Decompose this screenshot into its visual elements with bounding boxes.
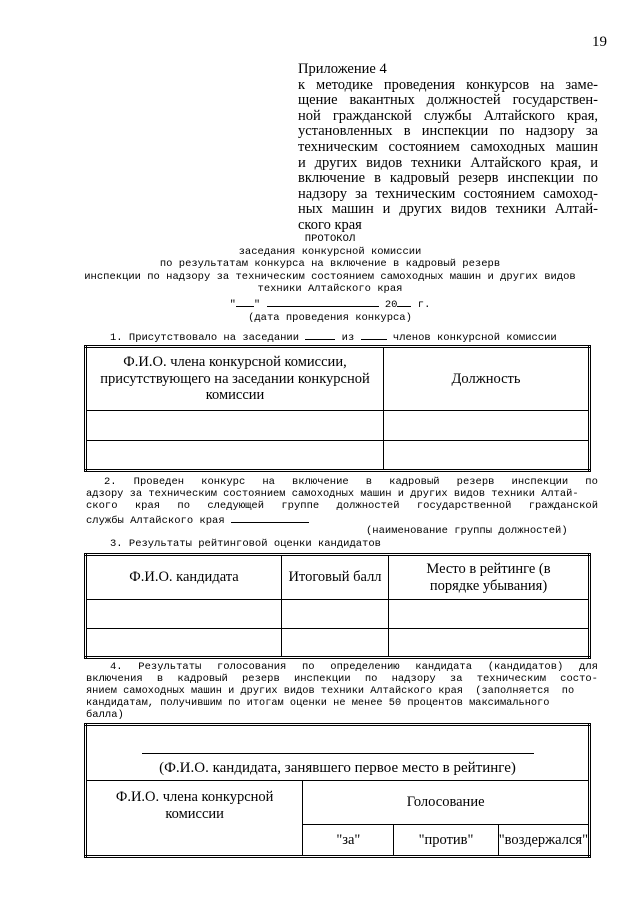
candidate-caption: (Ф.И.О. кандидата, занявшего первое место в рейтинге) bbox=[159, 759, 516, 776]
section2-line: службы Алтайского края bbox=[86, 512, 309, 528]
section4-line: балла) bbox=[86, 709, 124, 721]
section4-line: 4. Результаты голосования по определению кандидата (кандидатов) для bbox=[110, 661, 598, 673]
table-cell bbox=[282, 629, 389, 658]
voting-table bbox=[84, 723, 591, 858]
commission-members-table bbox=[84, 345, 591, 472]
page-number: 19 bbox=[592, 34, 607, 50]
protocol-heading bbox=[60, 233, 600, 324]
appendix-line: включение в кадровый резерв инспекции по bbox=[298, 170, 598, 187]
section2-line: ского края по следующей группе должностей государственной гражданской bbox=[86, 500, 599, 512]
section4-line: кандидатам, получившим по итогам оценки не менее 50 процентов максимального bbox=[86, 697, 550, 709]
protocol-subtitle: инспекции по надзору за техническим состоянием самоходных машин и других видов bbox=[84, 270, 576, 283]
appendix-line: ной гражданской службы Алтайского края, bbox=[298, 107, 598, 124]
voting-header: Голосование bbox=[303, 781, 590, 825]
appendix-line: к методике проведения конкурсов на заме- bbox=[298, 76, 598, 93]
table-cell bbox=[86, 629, 282, 658]
candidate-rating-table bbox=[84, 553, 591, 659]
appendix-line: ных машин и других видов техники Алтай- bbox=[298, 201, 598, 218]
member-name-header: Ф.И.О. члена конкурсной комиссии bbox=[86, 781, 303, 857]
protocol-subtitle: по результатам конкурса на включение в кадровый резерв bbox=[159, 258, 501, 271]
table-cell bbox=[86, 600, 282, 629]
protocol-title: ПРОТОКОЛ bbox=[304, 233, 356, 245]
table-cell bbox=[389, 629, 590, 658]
protocol-subtitle: техники Алтайского края bbox=[257, 283, 403, 296]
member-name-header: Ф.И.О. члена конкурсной комиссии, присутствующего на заседании конкурсной комиссии bbox=[86, 347, 384, 411]
table-cell bbox=[389, 600, 590, 629]
candidate-name-header: Ф.И.О. кандидата bbox=[86, 555, 282, 600]
table-cell bbox=[282, 600, 389, 629]
appendix-block bbox=[298, 62, 598, 234]
protocol-date: " " 20 г. bbox=[60, 296, 600, 312]
vote-against-header: "против" bbox=[394, 825, 498, 857]
section1-text: 1. Присутствовало на заседании из членов конкурсной комиссии bbox=[110, 329, 557, 345]
section2-line: 2. Проведен конкурс на включение в кадровый резерв инспекции по bbox=[104, 476, 598, 488]
section4-line: янием самоходных машин и других видов техники Алтайского края (заполняется по bbox=[86, 685, 575, 697]
appendix-line: надзору за техническим состоянием самоход- bbox=[298, 185, 598, 202]
table-cell bbox=[384, 441, 590, 471]
appendix-line: ского края bbox=[298, 216, 362, 233]
section2-caption: (наименование группы должностей) bbox=[366, 525, 568, 537]
section3-text: 3. Результаты рейтинговой оценки кандидатов bbox=[110, 538, 381, 550]
appendix-title: Приложение 4 bbox=[298, 61, 387, 77]
table-cell bbox=[86, 411, 384, 441]
section2-line: адзору за техническим состоянием самоходных машин и других видов техники Алтай- bbox=[86, 488, 579, 500]
candidate-row bbox=[86, 725, 590, 781]
appendix-line: щение вакантных должностей государствен- bbox=[298, 92, 598, 109]
member-position-header: Должность bbox=[384, 347, 590, 411]
vote-for-header: "за" bbox=[303, 825, 394, 857]
table-cell bbox=[86, 441, 384, 471]
rating-place-header: Место в рейтинге (в порядке убывания) bbox=[389, 555, 590, 600]
appendix-line: и других видов техники Алтайского края, и bbox=[298, 154, 598, 171]
protocol-subtitle: заседания конкурсной комиссии bbox=[238, 245, 422, 258]
vote-abstain-header: "воздержался" bbox=[498, 825, 589, 857]
section4-line: включения в кадровый резерв инспекции по надзору за техническим состо- bbox=[86, 673, 598, 685]
table-cell bbox=[384, 411, 590, 441]
appendix-line: установленных в инспекции по надзору за bbox=[298, 123, 598, 140]
total-score-header: Итоговый балл bbox=[282, 555, 389, 600]
protocol-date-caption: (дата проведения конкурса) bbox=[248, 311, 412, 324]
candidate-name-line bbox=[142, 753, 534, 754]
appendix-line: техническим состоянием самоходных машин bbox=[298, 138, 598, 155]
